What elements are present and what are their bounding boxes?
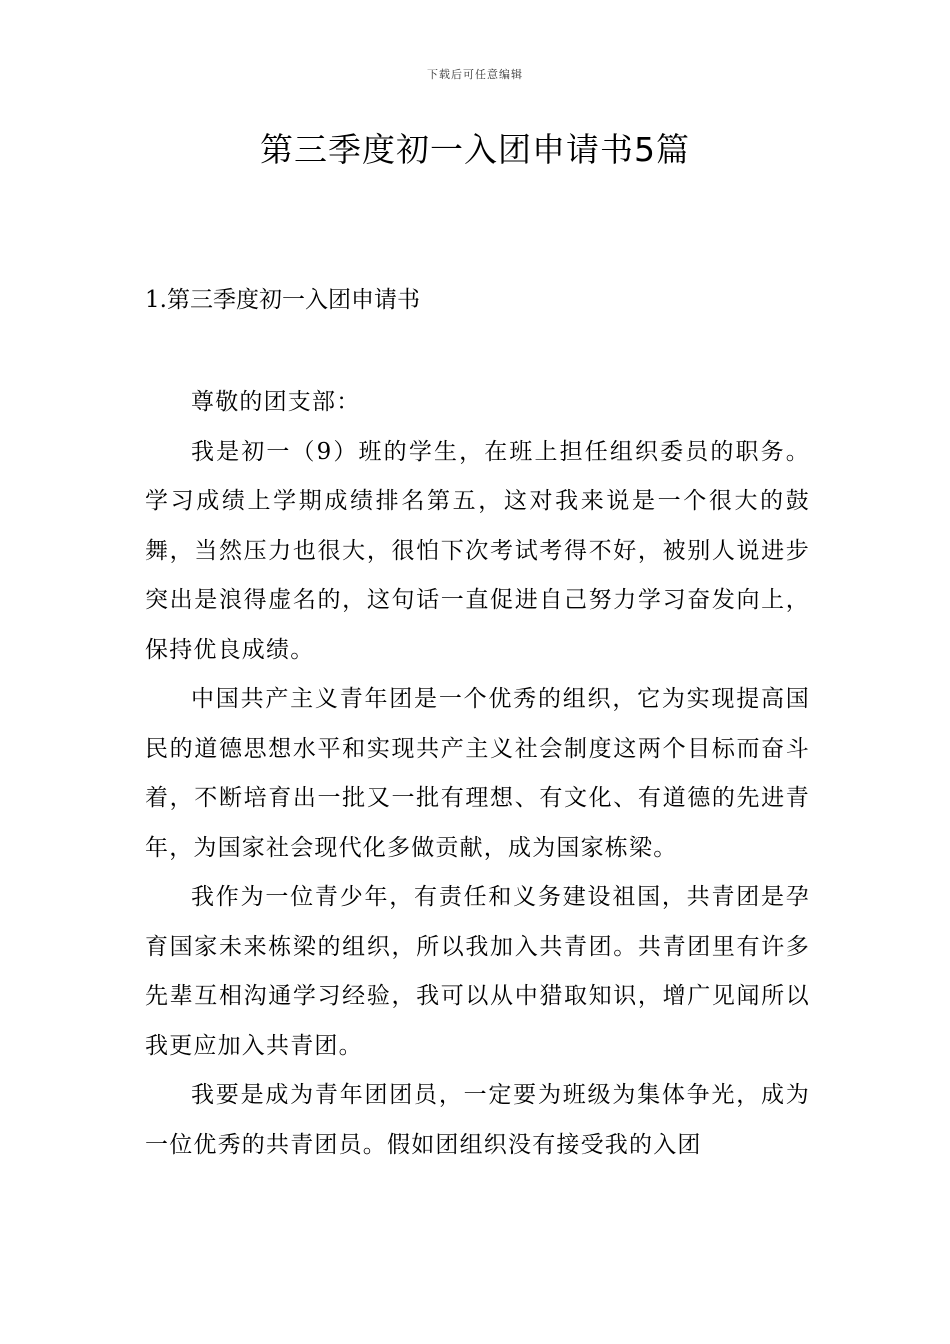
salutation: 尊敬的团支部： xyxy=(191,389,361,415)
body-paragraph: 我要是成为青年团团员，一定要为班级为集体争光，成为一位优秀的共青团员。假如团组织没有接受我的入团 xyxy=(145,1082,810,1158)
header-note: 下载后可任意编辑 xyxy=(427,68,523,81)
body-paragraph: 我作为一位青少年，有责任和义务建设祖国，共青团是孕育国家未来栋梁的组织，所以我加入共青团。共青团里有许多先辈互相沟通学习经验，我可以从中猎取知识，增广见闻所以我更应加入共青团。 xyxy=(145,884,810,1059)
body-paragraph: 中国共产主义青年团是一个优秀的组织，它为实现提高国民的道德思想水平和实现共产主义社会制度这两个目标而奋斗着，不断培育出一批又一批有理想、有文化、有道德的先进青年，为国家社会现代化多做贡献，成为国家栋梁。 xyxy=(145,686,810,861)
section-heading: 1.第三季度初一入团申请书 xyxy=(145,287,420,313)
body-paragraph: 我是初一（9）班的学生，在班上担任组织委员的职务。学习成绩上学期成绩排名第五，这对我来说是一个很大的鼓舞，当然压力也很大，很怕下次考试考得不好，被别人说进步突出是浪得虚名的，这句话一直促进自己努力学习奋发向上，保持优良成绩。 xyxy=(145,438,810,663)
document-title: 第三季度初一入团申请书5篇 xyxy=(260,130,690,169)
document-body xyxy=(145,378,810,1170)
